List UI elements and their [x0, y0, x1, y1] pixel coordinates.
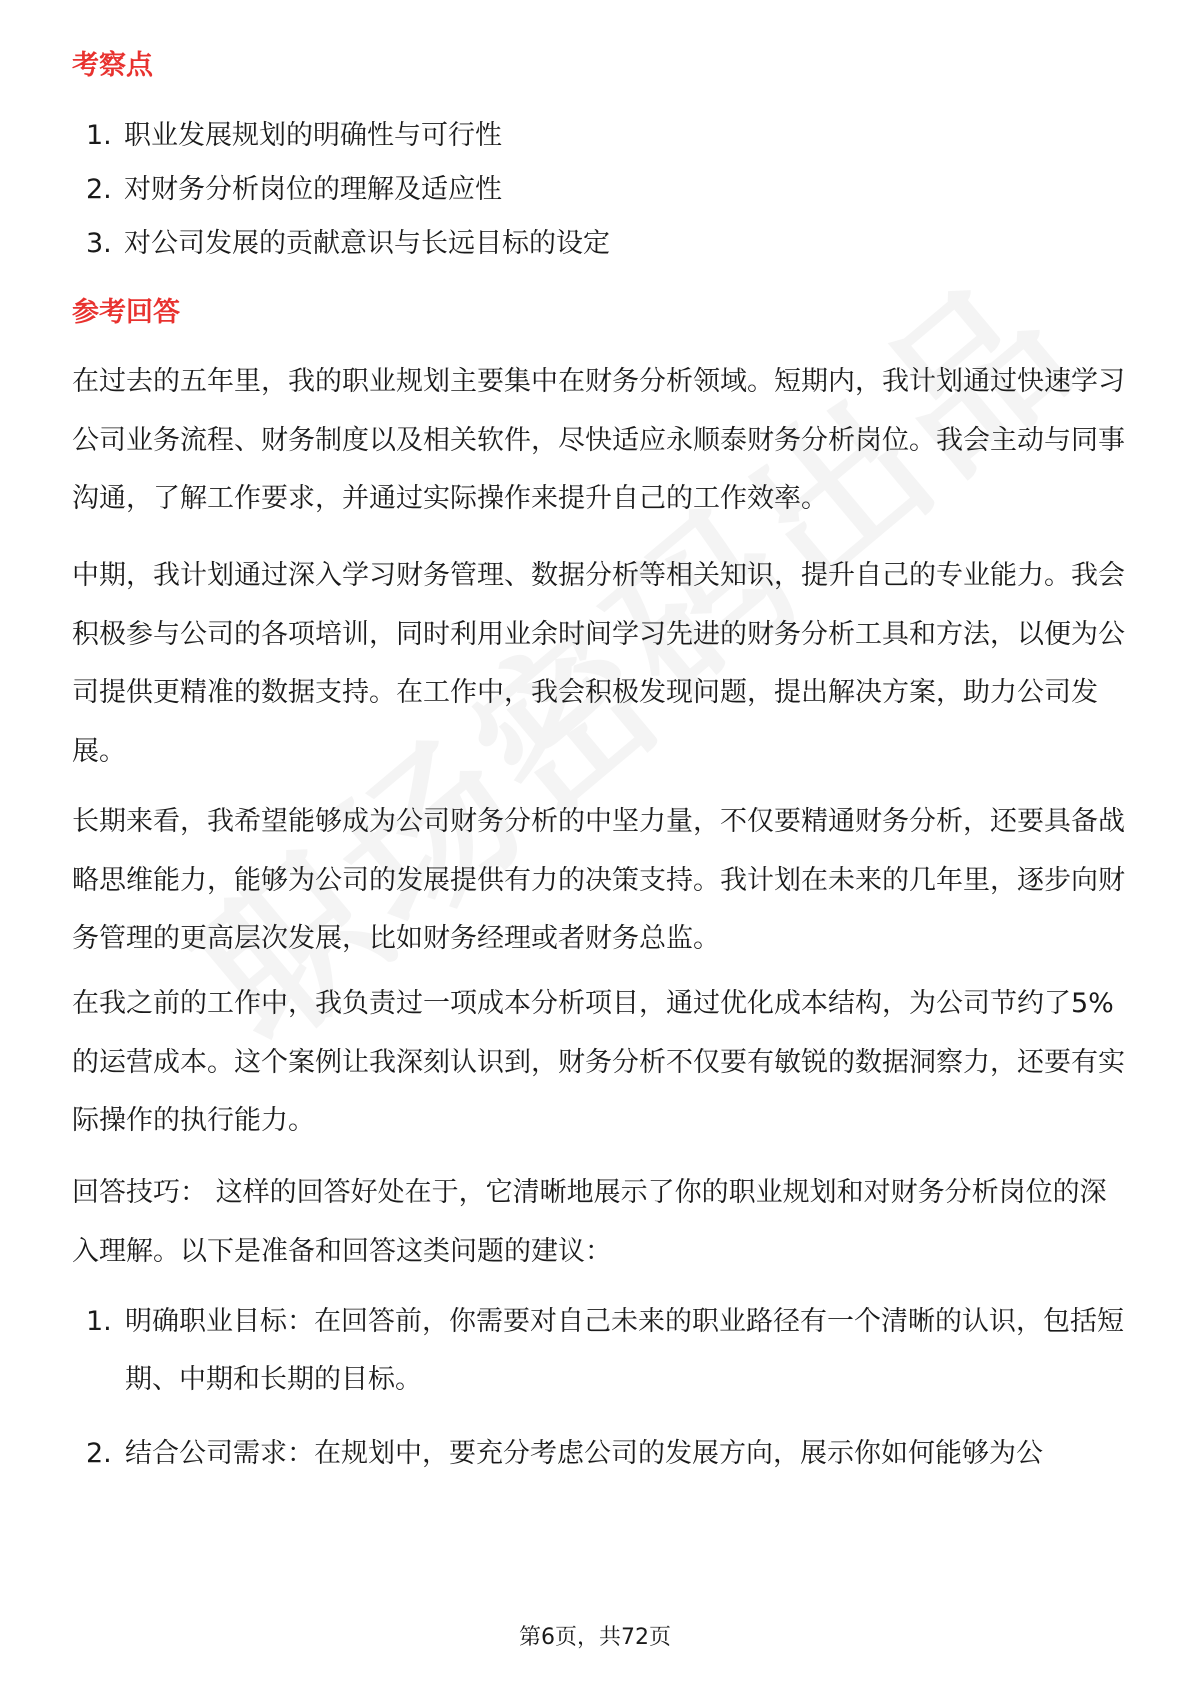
- list-number: 3.: [86, 228, 112, 259]
- tip-text: 明确职业目标：在回答前，你需要对自己未来的职业路径有一个清晰的认识，包括短期、中期和长期的目标。: [125, 1306, 1124, 1395]
- section-title-exam-points: 考察点: [72, 50, 153, 81]
- tip-item: [86, 1293, 1126, 1409]
- list-number: 2.: [86, 174, 112, 205]
- section-title-reference-answer: 参考回答: [72, 297, 180, 328]
- list-item-text: 对公司发展的贡献意识与长远目标的设定: [124, 228, 610, 259]
- page-footer: 第6页，共72页: [519, 1625, 671, 1650]
- list-number: 2.: [86, 1438, 112, 1469]
- answer-paragraph-1: 在过去的五年里，我的职业规划主要集中在财务分析领域。短期内，我计划通过快速学习公司业务流程、财务制度以及相关软件，尽快适应永顺泰财务分析岗位。我会主动与同事沟通，了解工作要求，并通过实际操作来提升自己的工作效率。: [72, 366, 1125, 514]
- answer-paragraph-3: 长期来看，我希望能够成为公司财务分析的中坚力量，不仅要精通财务分析，还要具备战略思维能力，能够为公司的发展提供有力的决策支持。我计划在未来的几年里，逐步向财务管理的更高层次发展，比如财务经理或者财务总监。: [72, 806, 1125, 954]
- list-item-text: 职业发展规划的明确性与可行性: [124, 120, 502, 151]
- list-item: [86, 224, 1130, 264]
- answer-paragraph-2: 中期，我计划通过深入学习财务管理、数据分析等相关知识，提升自己的专业能力。我会积极参与公司的各项培训，同时利用业余时间学习先进的财务分析工具和方法，以便为公司提供更精准的数据支持。在工作中，我会积极发现问题，提出解决方案，助力公司发展。: [72, 560, 1125, 767]
- list-item: [86, 170, 1130, 210]
- list-number: 1.: [86, 120, 112, 151]
- tip-text: 结合公司需求：在规划中，要充分考虑公司的发展方向，展示你如何能够为公: [125, 1438, 1043, 1469]
- list-item-text: 对财务分析岗位的理解及适应性: [124, 174, 502, 205]
- list-number: 1.: [86, 1306, 112, 1337]
- answer-tips-intro: 回答技巧： 这样的回答好处在于，它清晰地展示了你的职业规划和对财务分析岗位的深入理解。以下是准备和回答这类问题的建议：: [72, 1177, 1107, 1267]
- list-item: [86, 116, 1130, 156]
- answer-paragraph-4: 在我之前的工作中，我负责过一项成本分析项目，通过优化成本结构，为公司节约了5%的运营成本。这个案例让我深刻认识到，财务分析不仅要有敏锐的数据洞察力，还要有实际操作的执行能力。: [72, 988, 1125, 1136]
- tip-item: [86, 1425, 1126, 1483]
